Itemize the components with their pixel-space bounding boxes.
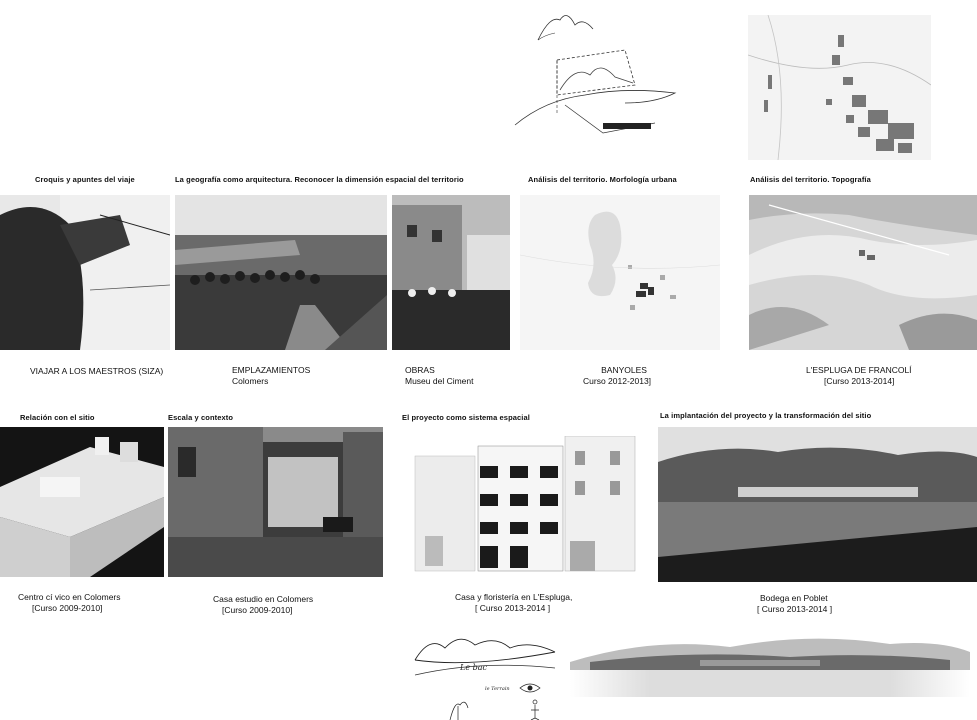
- caption-bodega: [757, 593, 832, 615]
- emplazamientos-photo: [175, 195, 387, 350]
- caption-espluga: [806, 365, 912, 387]
- caption-emplazamientos-line1: EMPLAZAMIENTOS: [232, 365, 311, 375]
- casa-estudio-photo: [168, 427, 383, 577]
- caption-viajar: [30, 366, 163, 377]
- caption-bodega-line2: [ Curso 2013-2014 ]: [757, 604, 833, 614]
- caption-emplazamientos: [232, 365, 310, 387]
- caption-obras: [405, 365, 474, 387]
- caption-casa-floristeria-line2: [ Curso 2013-2014 ]: [475, 603, 551, 613]
- header-escala: Escala y contexto: [168, 413, 234, 422]
- caption-banyoles-line2: Curso 2012-2013]: [583, 376, 652, 386]
- landscape-sketch: [410, 630, 560, 720]
- caption-casa-floristeria-line1: Casa y floristería en L'Espluga,: [455, 592, 573, 602]
- banyoles-map: [520, 195, 720, 350]
- header-topografia: Análisis del territorio. Topografía: [750, 175, 871, 184]
- espluga-topography-map: [749, 195, 977, 350]
- caption-casa-estudio: [213, 594, 313, 616]
- caption-emplazamientos-line2: Colomers: [232, 376, 269, 386]
- obras-photo: [392, 195, 510, 350]
- caption-viajar-line1: VIAJAR A LOS MAESTROS (SIZA): [30, 366, 164, 376]
- caption-obras-line2: Museu del Ciment: [405, 376, 474, 386]
- caption-banyoles-line1: BANYOLES: [601, 365, 647, 375]
- landscape-panorama-render: [570, 622, 970, 697]
- centro-civico-model: [0, 427, 164, 577]
- caption-centro-line1: Centro cí vico en Colomers: [18, 592, 121, 602]
- caption-casa-estudio-line2: [Curso 2009-2010]: [222, 605, 293, 615]
- header-morfologia: Análisis del territorio. Morfología urbana: [528, 175, 677, 184]
- perspective-sketch: [505, 5, 685, 140]
- caption-espluga-line2: [Curso 2013-2014]: [824, 376, 895, 386]
- caption-centro: [18, 592, 121, 614]
- caption-casa-estudio-line1: Casa estudio en Colomers: [213, 594, 314, 604]
- caption-espluga-line1: L'ESPLUGA DE FRANCOLÍ: [806, 365, 912, 375]
- header-geografia: La geografía como arquitectura. Reconocer la dimensión espacial del territorio: [175, 175, 464, 184]
- header-sistema: El proyecto como sistema espacial: [402, 413, 530, 422]
- caption-banyoles: [583, 365, 651, 387]
- caption-centro-line2: [Curso 2009-2010]: [32, 603, 103, 613]
- caption-obras-line1: OBRAS: [405, 365, 435, 375]
- header-implantacion: La implantación del proyecto y la transformación del sitio: [660, 411, 872, 420]
- bodega-poblet-photo: [658, 427, 977, 582]
- caption-casa-floristeria: [455, 592, 572, 614]
- header-croquis: Croquis y apuntes del viaje: [35, 175, 135, 184]
- sketch-label-a: Le bac: [460, 663, 487, 672]
- header-relacion: Relación con el sitio: [20, 413, 95, 422]
- urban-map-sketch: [748, 15, 931, 160]
- casa-floristeria-render: [400, 436, 640, 577]
- sketch-label-b: le Terrain: [485, 686, 510, 692]
- siza-sketch-photo: [0, 195, 170, 350]
- caption-bodega-line1: Bodega en Poblet: [760, 593, 828, 603]
